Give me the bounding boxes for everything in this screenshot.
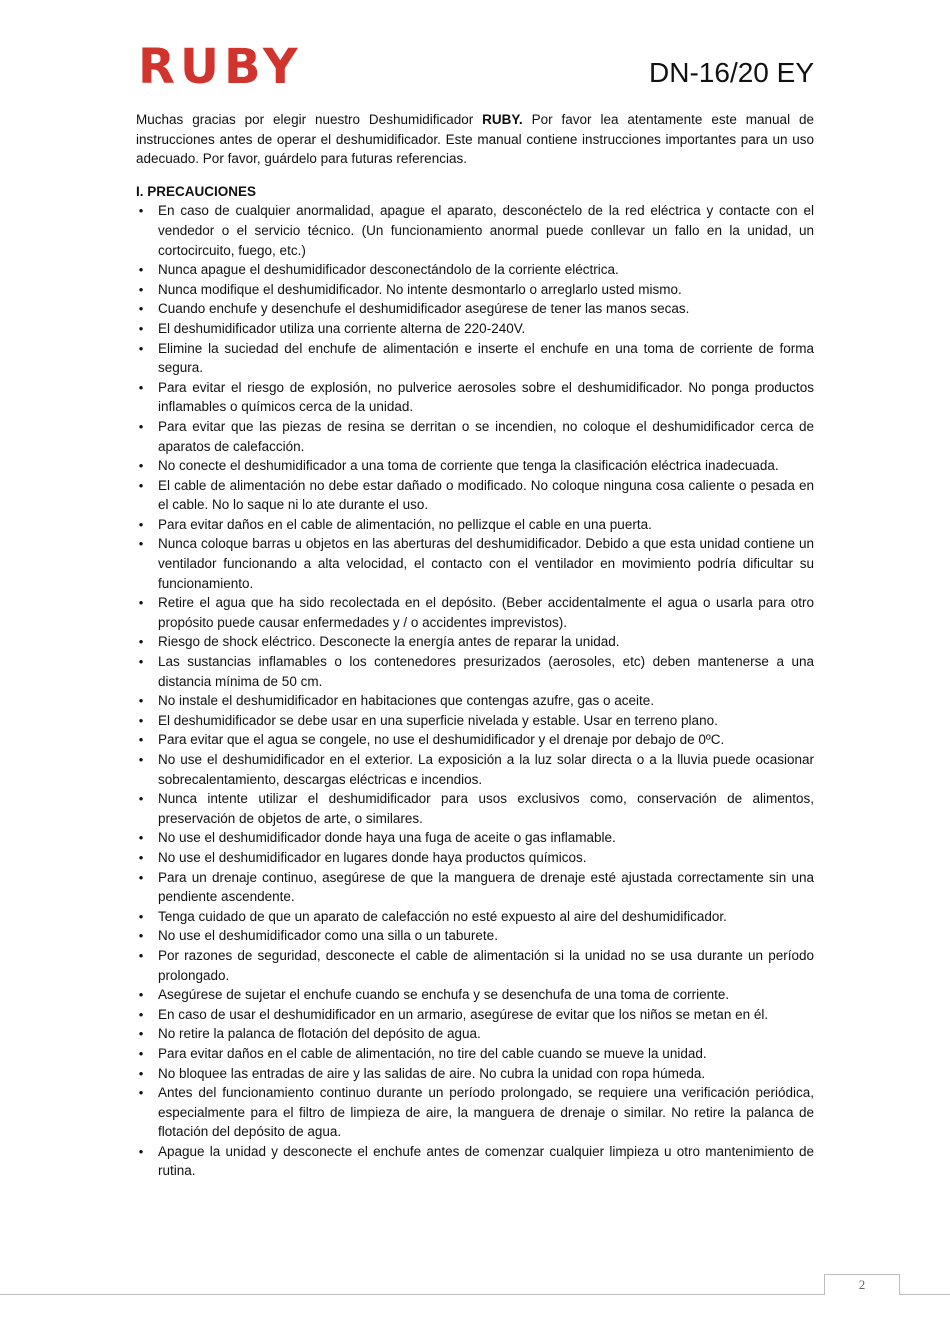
precaution-text: No retire la palanca de flotación del depósito de agua. bbox=[158, 1026, 481, 1042]
document-body bbox=[136, 110, 814, 1181]
precaution-text: Cuando enchufe y desenchufe el deshumidificador asegúrese de tener las manos secas. bbox=[158, 301, 690, 317]
bullet-icon: • bbox=[138, 732, 144, 748]
bullet-icon: • bbox=[138, 830, 144, 846]
intro-paragraph bbox=[136, 110, 814, 169]
precaution-text: Elimine la suciedad del enchufe de alimentación e inserte el enchufe en una toma de corriente de forma segura. bbox=[158, 340, 814, 376]
bullet-icon: • bbox=[138, 418, 144, 434]
precaution-item bbox=[136, 946, 814, 985]
bullet-icon: • bbox=[138, 262, 144, 278]
precaution-text: Para evitar el riesgo de explosión, no pulverice aerosoles sobre el deshumidificador. No ponga productos inflamables o químicos cerca de la unidad. bbox=[158, 379, 814, 415]
precaution-item bbox=[136, 1005, 814, 1025]
precaution-text: Tenga cuidado de que un aparato de calefacción no esté expuesto al aire del deshumidificador. bbox=[158, 908, 727, 924]
precaution-text: No use el deshumidificador como una silla o un taburete. bbox=[158, 928, 498, 944]
bullet-icon: • bbox=[138, 928, 144, 944]
precaution-text: Nunca intente utilizar el deshumidificador para usos exclusivos como, conservación de alimentos, preservación de objetos de arte, o similares. bbox=[158, 791, 814, 826]
bullet-icon: • bbox=[138, 477, 144, 493]
bullet-icon: • bbox=[138, 693, 144, 709]
precaution-item bbox=[136, 868, 814, 907]
precaution-text: En caso de usar el deshumidificador en un armario, asegúrese de evitar que los niños se metan en él. bbox=[158, 1006, 769, 1022]
precaution-item bbox=[136, 1083, 814, 1142]
precaution-item bbox=[136, 985, 814, 1005]
section-title: I. PRECAUCIONES bbox=[136, 183, 257, 199]
precaution-item bbox=[136, 632, 814, 652]
bullet-icon: • bbox=[138, 516, 144, 532]
bullet-icon: • bbox=[138, 634, 144, 650]
precaution-text: El cable de alimentación no debe estar dañado o modificado. No coloque ninguna cosa caliente o pesada en el cable. No lo saque ni lo ate durante el uso. bbox=[158, 477, 814, 513]
bullet-icon: • bbox=[138, 752, 144, 767]
precaution-text: Para evitar que las piezas de resina se derritan o se incendien, no coloque el deshumidificador cerca de aparatos de calefacción. bbox=[158, 418, 814, 454]
precaution-text: No use el deshumidificador en lugares donde haya productos químicos. bbox=[158, 849, 587, 865]
precaution-item bbox=[136, 691, 814, 711]
precaution-text: Para un drenaje continuo, asegúrese de que la manguera de drenaje esté ajustada correctamente sin una pendiente ascendente. bbox=[158, 869, 814, 905]
precaution-item bbox=[136, 456, 814, 476]
precaution-item bbox=[136, 339, 814, 378]
precaution-item bbox=[136, 1064, 814, 1084]
page-number: 2 bbox=[824, 1274, 900, 1295]
precaution-item bbox=[136, 417, 814, 456]
precaution-item bbox=[136, 1142, 814, 1181]
bullet-icon: • bbox=[138, 281, 144, 297]
precaution-text: Nunca coloque barras u objetos en las aberturas del deshumidificador. Debido a que esta unidad contiene un ventilador funcionando a alta velocidad, el contacto con el ventilador en movimiento podría dificultar su funcionamiento. bbox=[158, 536, 814, 591]
bullet-icon: • bbox=[138, 301, 144, 317]
bullet-icon: • bbox=[138, 595, 144, 611]
bullet-icon: • bbox=[138, 1085, 144, 1101]
precaution-text: No instale el deshumidificador en habitaciones que contengas azufre, gas o aceite. bbox=[158, 693, 655, 709]
bullet-icon: • bbox=[138, 987, 144, 1003]
precaution-item bbox=[136, 907, 814, 927]
precaution-item bbox=[136, 926, 814, 946]
precaution-text: No use el deshumidificador donde haya una fuga de aceite o gas inflamable. bbox=[158, 830, 616, 846]
bullet-icon: • bbox=[138, 320, 144, 336]
bullet-icon: • bbox=[138, 947, 144, 963]
precaution-text: Riesgo de shock eléctrico. Desconecte la energía antes de reparar la unidad. bbox=[158, 634, 620, 650]
precaution-item bbox=[136, 789, 814, 828]
precaution-text: El deshumidificador se debe usar en una superficie nivelada y estable. Usar en terreno plano. bbox=[158, 712, 718, 728]
brand-logo: RUBY bbox=[138, 39, 303, 95]
bullet-icon: • bbox=[138, 203, 144, 219]
bullet-icon: • bbox=[138, 340, 144, 356]
bullet-icon: • bbox=[138, 849, 144, 865]
precaution-item bbox=[136, 1044, 814, 1064]
precaution-item bbox=[136, 652, 814, 691]
precaution-text: En caso de cualquier anormalidad, apague el aparato, desconéctelo de la red eléctrica y contacte con el vendedor o el servicio técnico. (Un funcionamiento anormal puede conllevar un fallo en la unidad, un cortocircuito, fuego, etc.) bbox=[158, 203, 814, 258]
bullet-icon: • bbox=[138, 536, 144, 552]
bullet-icon: • bbox=[138, 1143, 144, 1159]
bullet-icon: • bbox=[138, 869, 144, 885]
precaution-item bbox=[136, 319, 814, 339]
intro-text-end: Por favor lea atentamente este manual de instrucciones antes de operar el deshumidificador. Este manual contiene instrucciones importantes para un uso adecuado. Por favor, guárdelo para futuras referencias. bbox=[136, 112, 814, 167]
bullet-icon: • bbox=[138, 791, 144, 807]
precaution-text: Nunca modifique el deshumidificador. No intente desmontarlo o arreglarlo usted mismo. bbox=[158, 281, 682, 297]
precaution-item bbox=[136, 299, 814, 319]
precaution-item bbox=[136, 711, 814, 731]
intro-text-start: Muchas gracias por elegir nuestro Deshumidificador bbox=[136, 112, 483, 127]
bullet-icon: • bbox=[138, 908, 144, 924]
precaution-text: Por razones de seguridad, desconecte el cable de alimentación si la unidad no se usa durante un período prolongado. bbox=[158, 947, 814, 983]
precaution-item bbox=[136, 476, 814, 515]
precaution-text: Para evitar que el agua se congele, no use el deshumidificador y el drenaje por debajo de 0ºC. bbox=[158, 732, 725, 748]
precaution-text: Para evitar daños en el cable de alimentación, no tire del cable cuando se mueve la unidad. bbox=[158, 1045, 707, 1061]
precaution-item bbox=[136, 378, 814, 417]
footer-rule bbox=[0, 1294, 950, 1295]
precaution-item bbox=[136, 280, 814, 300]
precaution-item bbox=[136, 750, 814, 789]
precaution-text: Apague la unidad y desconecte el enchufe antes de comenzar cualquier limpieza u otro mantenimiento de rutina. bbox=[158, 1143, 814, 1179]
bullet-icon: • bbox=[138, 1065, 144, 1081]
precaution-text: Retire el agua que ha sido recolectada en el depósito. (Beber accidentalmente el agua o usarla para otro propósito puede causar enfermedades y / o accidentes imprevistos). bbox=[158, 595, 814, 630]
precaution-item bbox=[136, 1024, 814, 1044]
precaution-text: No bloquee las entradas de aire y las salidas de aire. No cubra la unidad con ropa húmeda. bbox=[158, 1065, 706, 1081]
precaution-text: Para evitar daños en el cable de alimentación, no pellizque el cable en una puerta. bbox=[158, 516, 652, 532]
bullet-icon: • bbox=[138, 1006, 144, 1022]
bullet-icon: • bbox=[138, 712, 144, 728]
precaution-text: Nunca apague el deshumidificador desconectándolo de la corriente eléctrica. bbox=[158, 262, 619, 278]
precaution-item bbox=[136, 730, 814, 750]
precaution-text: Antes del funcionamiento continuo durante un período prolongado, se requiere una verificación periódica, especialmente para el filtro de limpieza de aire, la manguera de drenaje o similar. No retire la palanca de flotación del depósito de agua. bbox=[158, 1085, 814, 1140]
precaution-text: No use el deshumidificador en el exterior. La exposición a la luz solar directa o a la lluvia puede ocasionar sobrecalentamiento, descargas eléctricas e incendios. bbox=[158, 752, 814, 787]
precautions-list bbox=[136, 201, 814, 1181]
precaution-item bbox=[136, 828, 814, 848]
bullet-icon: • bbox=[138, 458, 144, 474]
precaution-text: El deshumidificador utiliza una corriente alterna de 220-240V. bbox=[158, 320, 526, 336]
precaution-item bbox=[136, 593, 814, 632]
precaution-item bbox=[136, 515, 814, 535]
bullet-icon: • bbox=[138, 1026, 144, 1042]
bullet-icon: • bbox=[138, 1045, 144, 1061]
precaution-item bbox=[136, 534, 814, 593]
precaution-text: Las sustancias inflamables o los contenedores presurizados (aerosoles, etc) deben mantenerse a una distancia mínima de 50 cm. bbox=[158, 654, 814, 689]
precaution-item bbox=[136, 848, 814, 868]
precaution-text: No conecte el deshumidificador a una toma de corriente que tenga la clasificación eléctrica inadecuada. bbox=[158, 458, 779, 474]
precaution-text: Asegúrese de sujetar el enchufe cuando se enchufa y se desenchufa de una toma de corriente. bbox=[158, 987, 730, 1003]
precaution-item bbox=[136, 260, 814, 280]
precaution-item bbox=[136, 201, 814, 260]
bullet-icon: • bbox=[138, 379, 144, 395]
model-title: DN-16/20 EY bbox=[649, 57, 814, 88]
bullet-icon: • bbox=[138, 654, 144, 670]
intro-brand: RUBY. bbox=[482, 112, 523, 127]
